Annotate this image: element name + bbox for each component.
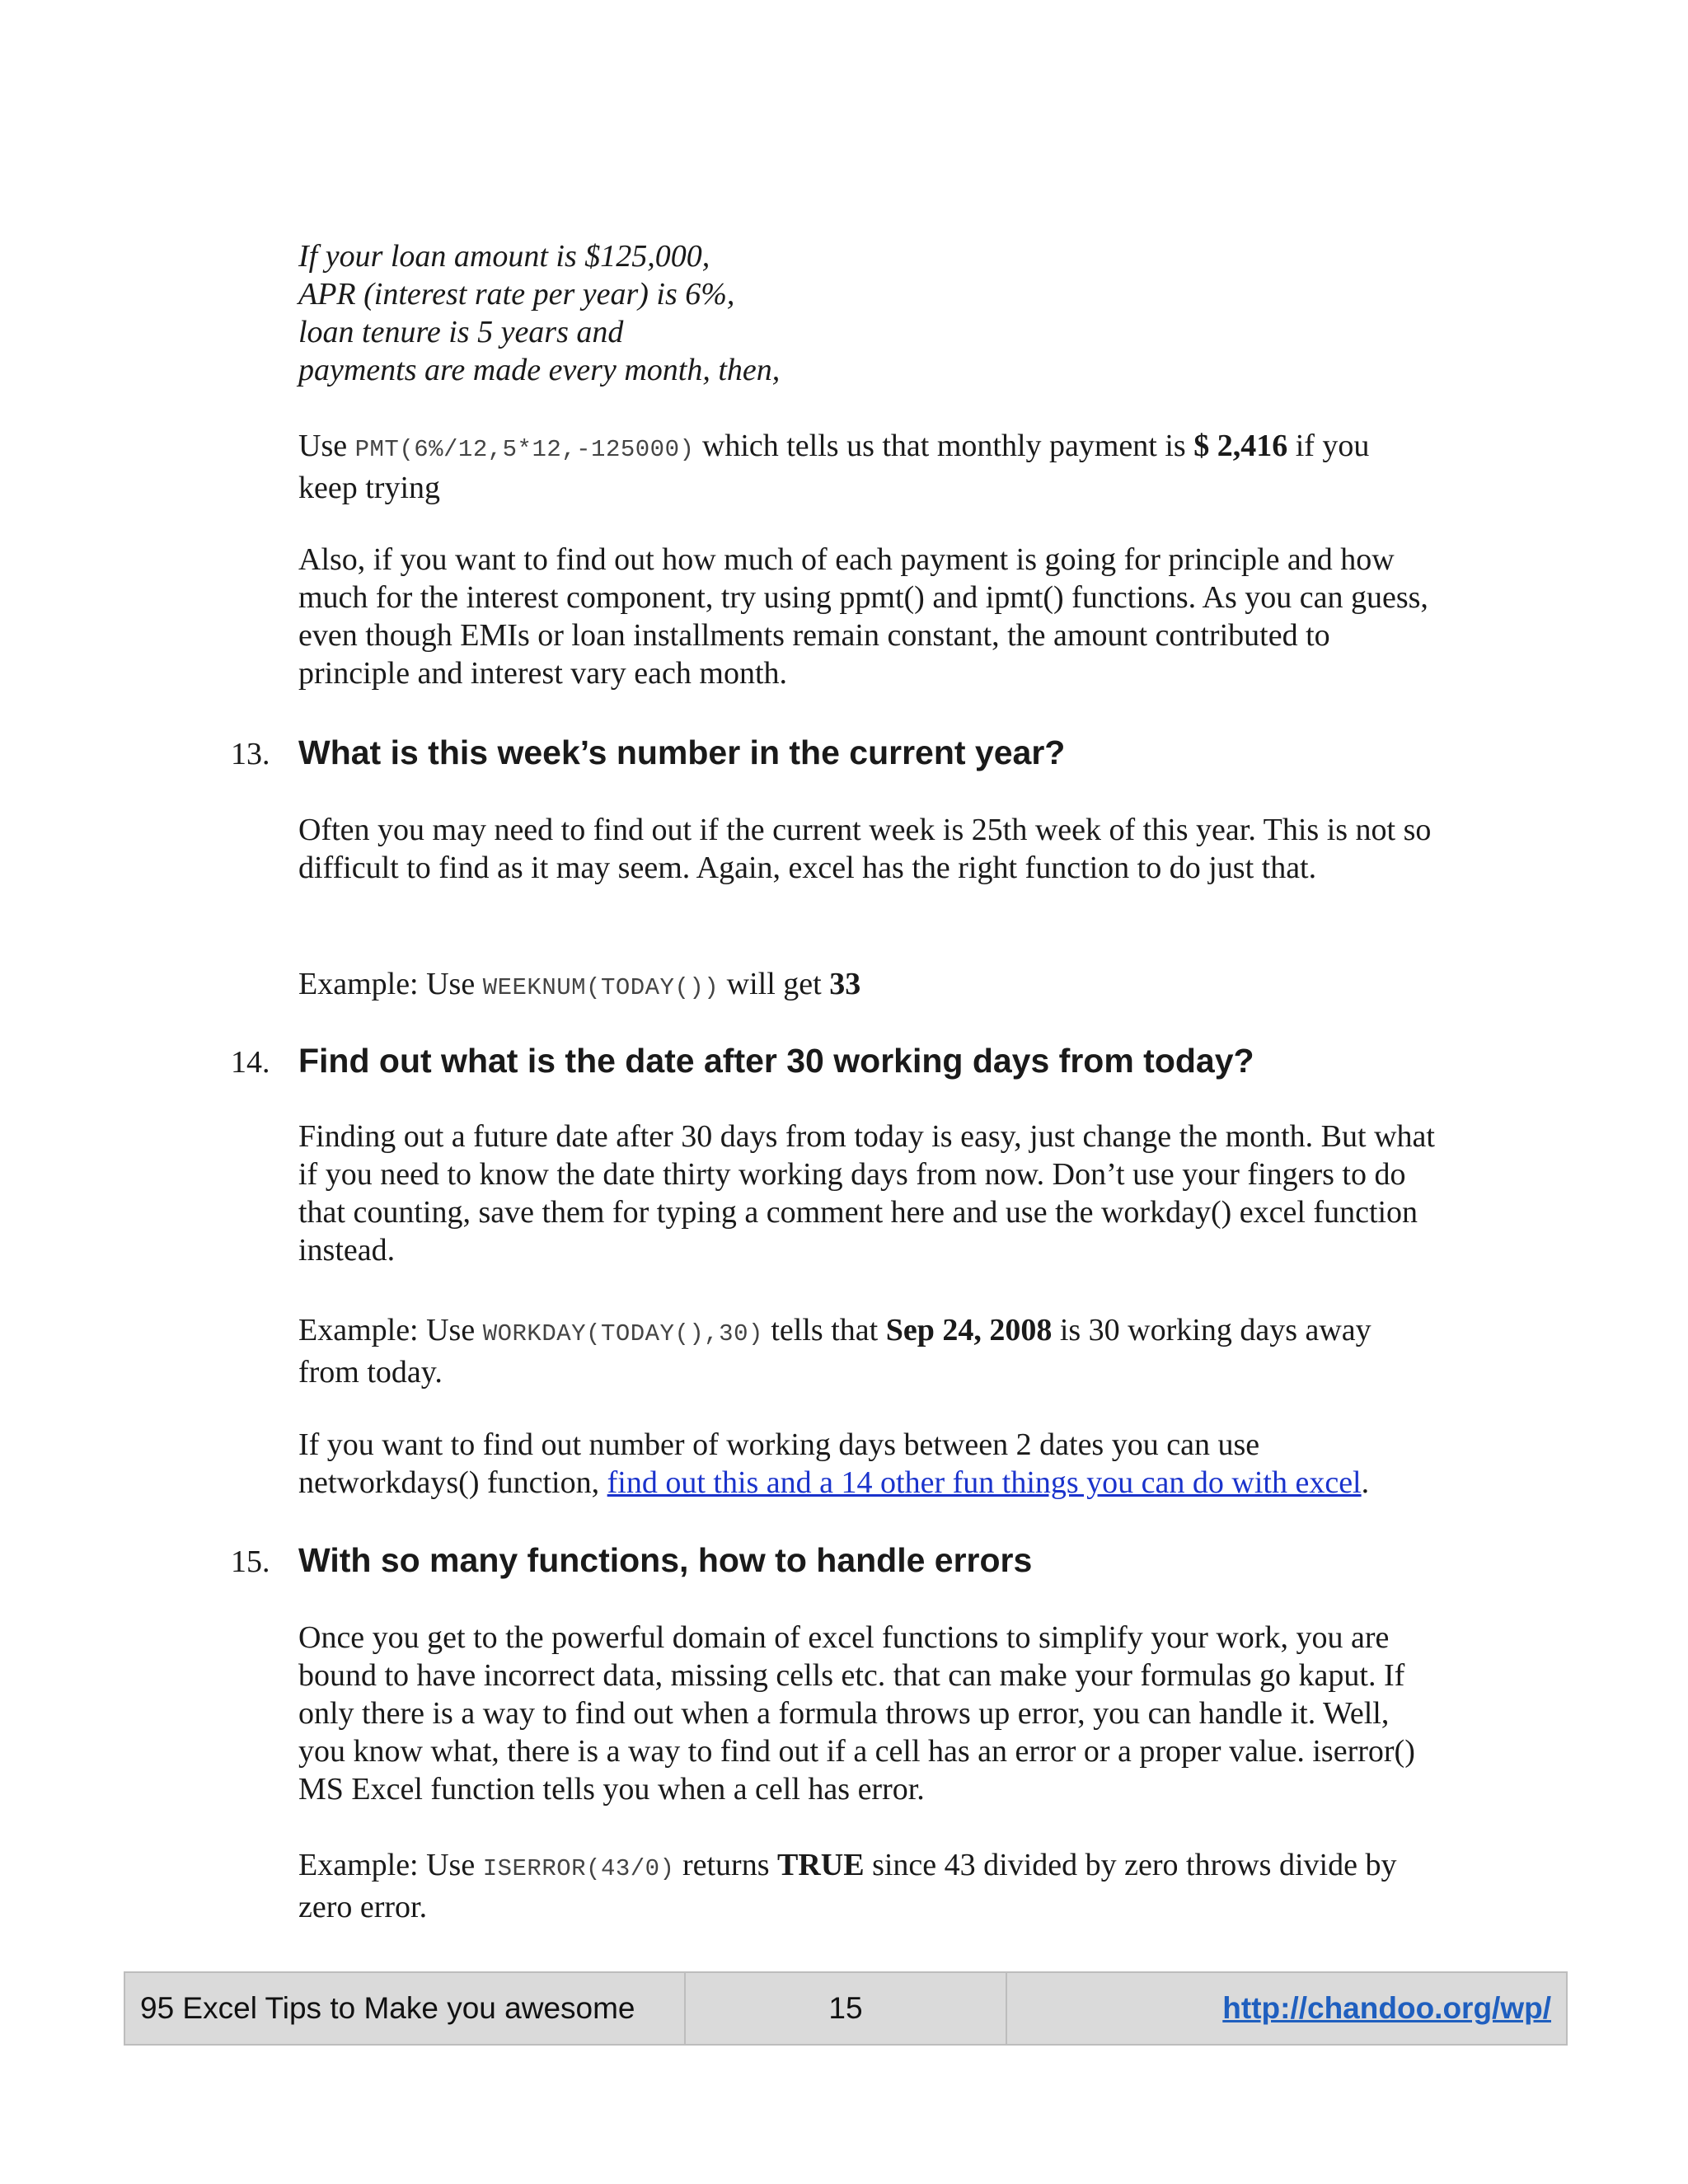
section-title: Find out what is the date after 30 working days from today? [298, 1042, 1254, 1080]
section-13-example: Example: Use WEEKNUM(TODAY()) will get 33 [298, 967, 861, 1001]
section-14-example: Example: Use WORKDAY(TODAY(),30) tells that Sep 24, 2008 is 30 working days away from today. [298, 1313, 1372, 1390]
iserror-result: TRUE [777, 1848, 865, 1882]
pmt-formula: PMT(6%/12,5*12,-125000) [354, 436, 695, 463]
loan-assumptions [298, 237, 1436, 389]
section-heading-14 [231, 1042, 1467, 1081]
pmt-example: Use PMT(6%/12,5*12,-125000) which tells us that monthly payment is $ 2,416 if you keep trying [298, 429, 1370, 505]
assumption-line: loan tenure is 5 years and [298, 315, 624, 349]
section-title: What is this week’s number in the current year? [298, 733, 1066, 771]
section-13-paragraph: Often you may need to find out if the current week is 25th week of this year. This is not so difficult to find as it may seem. Again, excel has the right function to do just that. [298, 813, 1432, 885]
section-heading-13 [231, 733, 1467, 773]
section-14-paragraph: Finding out a future date after 30 days from today is easy, just change the month. But what if you need to know the date thirty working days from now. Don’t use your fingers to do that counting, save them for typing a comment here and use the workday() excel function instead. [298, 1119, 1435, 1268]
footer-url-cell [1007, 1973, 1566, 2044]
ppmt-ipmt-paragraph: Also, if you want to find out how much of each payment is going for principle and how much for the interest component, try using ppmt() and ipmt() functions. As you can guess, even though EMIs or loan installments remain constant, the amount contributed to principle and interest vary each month. [298, 542, 1428, 691]
workday-result: Sep 24, 2008 [885, 1313, 1053, 1347]
section-number: 15. [231, 1544, 270, 1579]
section-15-example: Example: Use ISERROR(43/0) returns TRUE since 43 divided by zero throws divide by zero error. [298, 1848, 1397, 1924]
footer-url-link[interactable]: http://chandoo.org/wp/ [1222, 1991, 1551, 2025]
assumption-line: If your loan amount is $125,000, [298, 239, 710, 274]
workday-formula: WORKDAY(TODAY(),30) [482, 1320, 763, 1347]
footer-title: 95 Excel Tips to Make you awesome [125, 1973, 686, 2044]
pmt-result: $ 2,416 [1193, 429, 1288, 463]
weeknum-result: 33 [829, 967, 861, 1001]
assumption-line: payments are made every month, then, [298, 353, 781, 387]
fun-things-link[interactable]: find out this and a 14 other fun things you can do with excel [607, 1465, 1362, 1500]
iserror-formula: ISERROR(43/0) [482, 1855, 675, 1882]
section-heading-15 [231, 1541, 1467, 1581]
section-15-paragraph: Once you get to the powerful domain of excel functions to simplify your work, you are bound to have incorrect data, missing cells etc. that can make your formulas go kaput. If only there is a way to find out when a formula throws up error, you can handle it. Well, you know what, there is a way to find out if a cell has an error or a proper value. iserror() MS Excel function tells you when a cell has error. [298, 1620, 1415, 1807]
footer-page-number: 15 [686, 1973, 1007, 2044]
weeknum-formula: WEEKNUM(TODAY()) [482, 974, 720, 1001]
section-number: 13. [231, 737, 270, 771]
section-title: With so many functions, how to handle errors [298, 1541, 1033, 1579]
networkdays-paragraph: If you want to find out number of working days between 2 dates you can use networkdays() function, find out this and a 14 other fun things you can do with excel. [298, 1427, 1370, 1500]
section-number: 14. [231, 1045, 270, 1080]
assumption-line: APR (interest rate per year) is 6%, [298, 277, 735, 312]
page-footer [124, 1971, 1568, 2046]
